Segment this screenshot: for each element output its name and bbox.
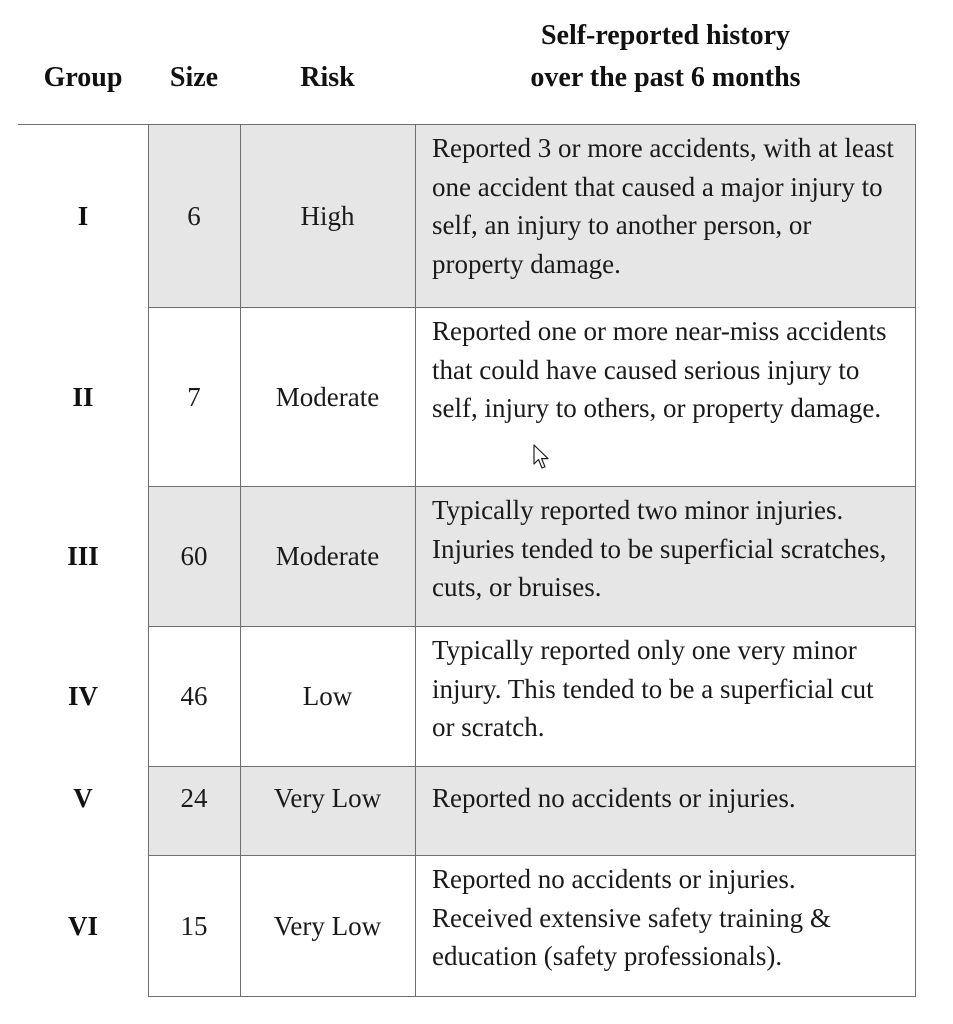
- cell-group: III: [67, 541, 99, 571]
- cell-group: IV: [67, 681, 98, 711]
- cell-group: V: [73, 783, 93, 813]
- cell-risk: Very Low: [273, 910, 382, 941]
- row-divider: [148, 855, 916, 856]
- row-divider: [148, 766, 916, 767]
- column-divider: [415, 124, 416, 997]
- header-history-line1: Self-reported history: [540, 20, 791, 51]
- header-risk: Risk: [300, 62, 355, 93]
- cell-size: 15: [180, 910, 208, 941]
- cell-group: II: [72, 381, 94, 412]
- mouse-pointer-icon: [533, 444, 551, 470]
- header-history: [415, 15, 916, 99]
- header-group: Group: [43, 62, 123, 93]
- cell-history: Reported one or more near-miss accidents that could have caused serious injury to self, injury to others, or property damage.: [432, 316, 887, 423]
- cell-group: I: [77, 200, 89, 231]
- row-divider: [148, 626, 916, 627]
- cell-risk: Moderate: [240, 487, 415, 626]
- cell-history: Reported 3 or more accidents, with at least one accident that caused a major injury to self, an injury to another person, or property damage.: [415, 125, 916, 307]
- cell-group: VI: [67, 910, 98, 941]
- cell-size: 7: [187, 381, 201, 412]
- cell-history: Reported no accidents or injuries.: [415, 767, 916, 855]
- cell-risk: Low: [302, 681, 353, 711]
- cell-size: 46: [180, 681, 208, 711]
- header-history-line2: over the past 6 months: [530, 62, 801, 93]
- cell-history: Typically reported two minor injuries. Injuries tended to be superficial scratches, cuts, or bruises.: [415, 487, 916, 626]
- row-divider: [148, 486, 916, 487]
- row-divider: [148, 307, 916, 308]
- column-divider: [240, 124, 241, 997]
- header-size: Size: [169, 62, 219, 93]
- cell-history: Reported no accidents or injuries. Received extensive safety training & education (safety professionals).: [432, 864, 831, 971]
- table-frame: [148, 124, 916, 997]
- cell-risk: High: [240, 125, 415, 307]
- cell-size: 60: [148, 487, 240, 626]
- cell-history: Typically reported only one very minor injury. This tended to be a superficial cut or scratch.: [432, 635, 874, 742]
- cell-risk: Moderate: [275, 381, 380, 412]
- cell-size: 24: [148, 767, 240, 855]
- cell-size: 6: [148, 125, 240, 307]
- cell-risk: Very Low: [240, 767, 415, 855]
